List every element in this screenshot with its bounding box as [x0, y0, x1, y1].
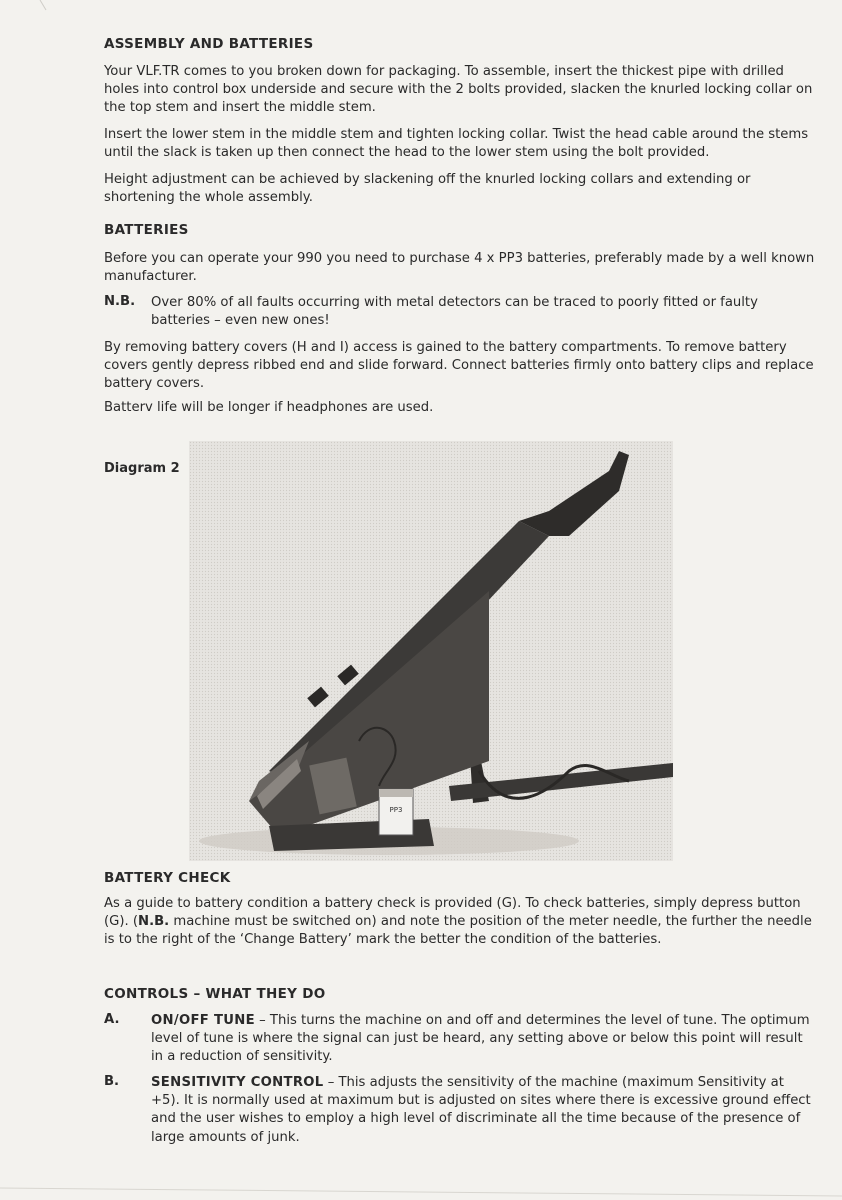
- assembly-paragraph-2: Insert the lower stem in the middle stem and tighten locking collar. Twist the head cable around the stems until the slack is taken up then connect the head to the lower stem using the bolt provided.: [104, 127, 809, 161]
- pp3-battery-label: PP3: [389, 806, 403, 814]
- battery-check-paragraph: As a guide to battery condition a battery check is provided (G). To check batteries, simply depress button (G). (N.B. machine must be switched on) and note the position of the meter needle, the further the needle is to the right of the ‘Change Battery’ mark the better the condition of the batteries.: [104, 896, 812, 948]
- assembly-paragraph-3: Height adjustment can be achieved by slackening off the knurled locking collars and extending or shortening the whole assembly.: [104, 172, 751, 206]
- control-item-letter: A.: [104, 1012, 120, 1027]
- battery-check-heading: BATTERY CHECK: [104, 870, 231, 886]
- batteries-paragraph-3: Batterv life will be longer if headphones are used.: [104, 400, 434, 415]
- controls-heading: CONTROLS – WHAT THEY DO: [104, 986, 326, 1002]
- nb-label: N.B.: [104, 294, 136, 309]
- metal-detector-photo: [189, 441, 673, 861]
- control-item-sensitivity: SENSITIVITY CONTROL – This adjusts the sensitivity of the machine (maximum Sensitivity at +5). It is normally used at maximum but is adjusted on sites where there is excessive ground effect and the user wishes to employ a high level of discriminate all the time because of the presence of large amounts of junk.: [151, 1075, 811, 1145]
- batteries-paragraph-1: Before you can operate your 990 you need to purchase 4 x PP3 batteries, preferably made by a well known manufacturer.: [104, 251, 815, 285]
- assembly-heading: ASSEMBLY AND BATTERIES: [104, 36, 314, 52]
- batteries-paragraph-2: By removing battery covers (H and I) access is gained to the battery compartments. To remove battery covers gently depress ribbed end and slide forward. Connect batteries firmly onto battery clips and replace battery covers.: [104, 340, 814, 392]
- nb-warning-text: Over 80% of all faults occurring with metal detectors can be traced to poorly fitted or faulty batteries – even new ones!: [151, 295, 758, 329]
- assembly-paragraph-1: Your VLF.TR comes to you broken down for packaging. To assemble, insert the thickest pipe with drilled holes into control box underside and secure with the 2 bolts provided, slacken the knurled locking collar on the top stem and insert the middle stem.: [104, 64, 813, 116]
- diagram-label: Diagram 2: [104, 461, 180, 476]
- control-item-letter: B.: [104, 1074, 120, 1089]
- batteries-heading: BATTERIES: [104, 222, 189, 238]
- control-item-on-off-tune: ON/OFF TUNE – This turns the machine on and off and determines the level of tune. The optimum level of tune is where the signal can just be heard, any setting above or below this point will result in a reduction of sensitivity.: [151, 1013, 810, 1065]
